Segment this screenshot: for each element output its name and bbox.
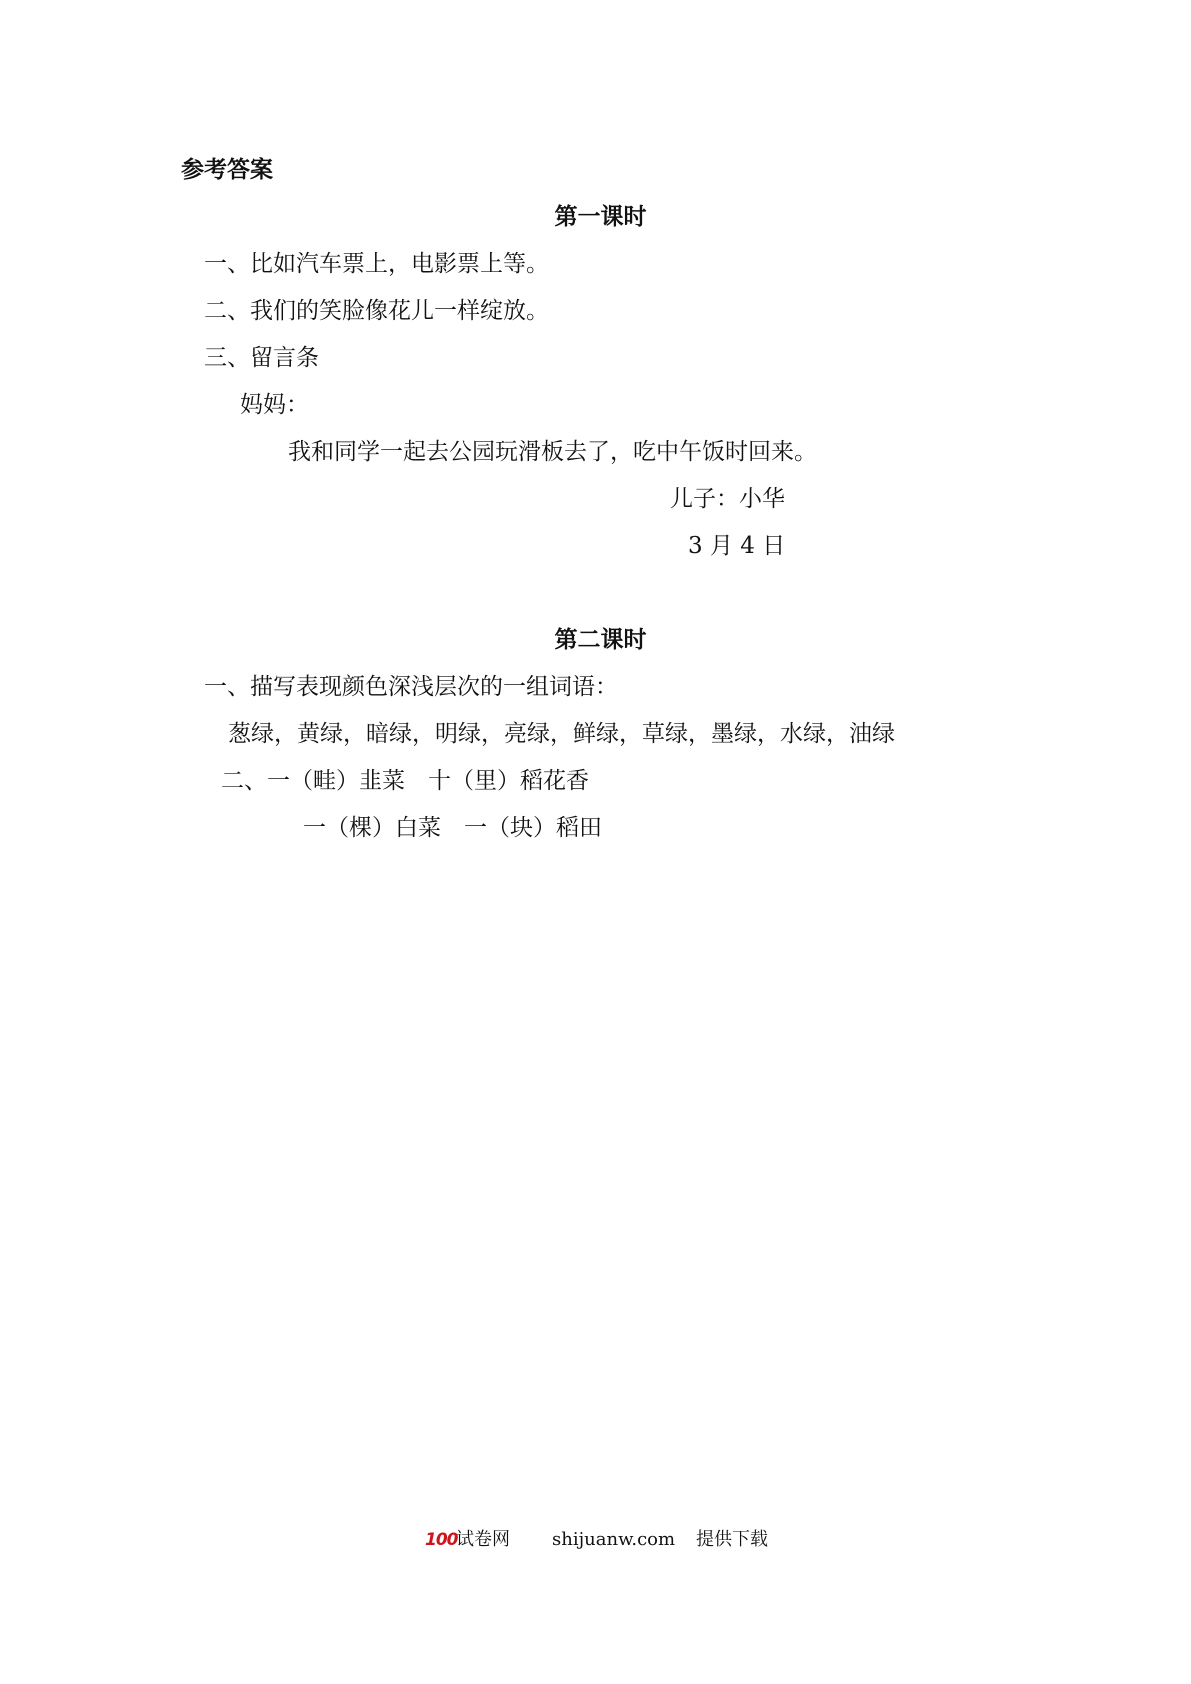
lesson-1-answer-2: 二、我们的笑脸像花儿一样绽放。 xyxy=(204,298,549,324)
note-body: 我和同学一起去公园玩滑板去了，吃中午饭时回来。 xyxy=(288,439,817,465)
lesson-1-answer-3: 三、留言条 xyxy=(204,345,319,371)
site-url: shijuanw.com xyxy=(552,1529,676,1550)
footer-note: 提供下载 xyxy=(696,1529,768,1550)
lesson-1-title: 第一课时 xyxy=(554,203,647,230)
lesson-2-answer-2-line-2: 一（棵）白菜 一（块）稻田 xyxy=(303,815,602,841)
lesson-2-answer-1: 一、描写表现颜色深浅层次的一组词语： xyxy=(204,674,618,700)
site-logo-icon: 100 xyxy=(425,1530,458,1550)
page-footer xyxy=(0,1525,1191,1555)
note-signature: 儿子：小华 xyxy=(670,486,785,512)
lesson-2-color-words: 葱绿，黄绿，暗绿，明绿，亮绿，鲜绿，草绿，墨绿，水绿，油绿 xyxy=(228,721,895,747)
site-logo-text: 试卷网 xyxy=(456,1529,510,1550)
note-greeting: 妈妈： xyxy=(240,392,309,418)
note-date: 3 月 4 日 xyxy=(688,533,786,559)
page-heading: 参考答案 xyxy=(181,156,273,183)
lesson-1-answer-1: 一、比如汽车票上，电影票上等。 xyxy=(204,251,549,277)
lesson-2-answer-2-line-1: 二、一（畦）韭菜 十（里）稻花香 xyxy=(221,768,589,794)
lesson-2-title: 第二课时 xyxy=(554,626,647,653)
